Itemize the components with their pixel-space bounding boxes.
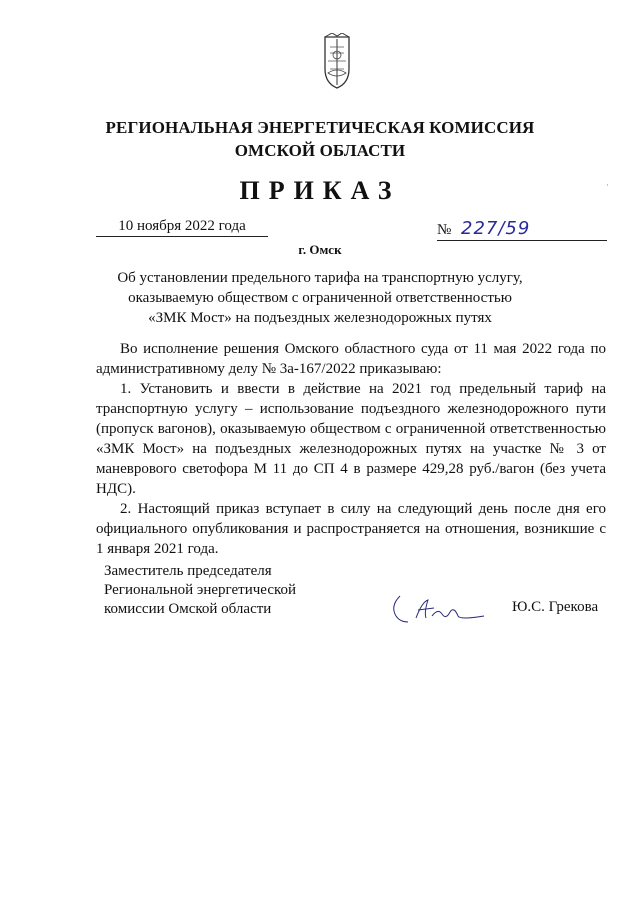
subject-line: «ЗМК Мост» на подъездных железнодорожных путях — [148, 310, 492, 326]
signatory-position — [104, 562, 296, 619]
document-body — [96, 339, 606, 559]
signatory-name: Ю.С. Грекова — [512, 599, 599, 615]
scan-artifact: · — [606, 180, 609, 190]
coat-of-arms-icon — [322, 33, 352, 91]
body-intro-paragraph: Во исполнение решения Омского областного суда от 11 мая 2022 года по административному делу № 3а-167/2022 приказываю: — [96, 341, 606, 377]
organization-name-line1: РЕГИОНАЛЬНАЯ ЭНЕРГЕТИЧЕСКАЯ КОМИССИЯ — [105, 118, 535, 137]
city-label: г. Омск — [298, 242, 342, 257]
body-item-2: 2. Настоящий приказ вступает в силу на следующий день после дня его официального опубликования и распространяется на отношения, возникшие с 1 января 2021 года. — [96, 501, 606, 557]
subject-line: Об установлении предельного тарифа на транспортную услугу, — [117, 270, 523, 286]
document-number: 227/59 — [461, 218, 531, 239]
document-subject — [80, 268, 560, 328]
organization-name-line2: ОМСКОЙ ОБЛАСТИ — [234, 141, 406, 160]
number-sign: № — [437, 222, 452, 238]
handwritten-signature-icon — [388, 592, 498, 632]
body-item-1: 1. Установить и ввести в действие на 2021 год предельный тариф на транспортную услугу – использование подъездного железнодорожного пути (пропуск вагонов), оказываемую обществом с ограниченной ответственностью «ЗМК Мост» на подъездных железнодорожных путях на участке № 3 от маневрового светофора М 11 до СП 4 в размере 429,28 руб./вагон (без учета НДС). — [96, 381, 606, 497]
position-line: Заместитель председателя — [104, 563, 272, 579]
position-line: комиссии Омской области — [104, 601, 272, 617]
document-date: 10 ноября 2022 года — [96, 218, 268, 237]
document-type-title: ПРИКАЗ — [239, 176, 401, 205]
position-line: Региональной энергетической — [104, 582, 297, 598]
subject-line: оказываемую обществом с ограниченной ответственностью — [128, 290, 512, 306]
document-number-field — [437, 218, 607, 241]
